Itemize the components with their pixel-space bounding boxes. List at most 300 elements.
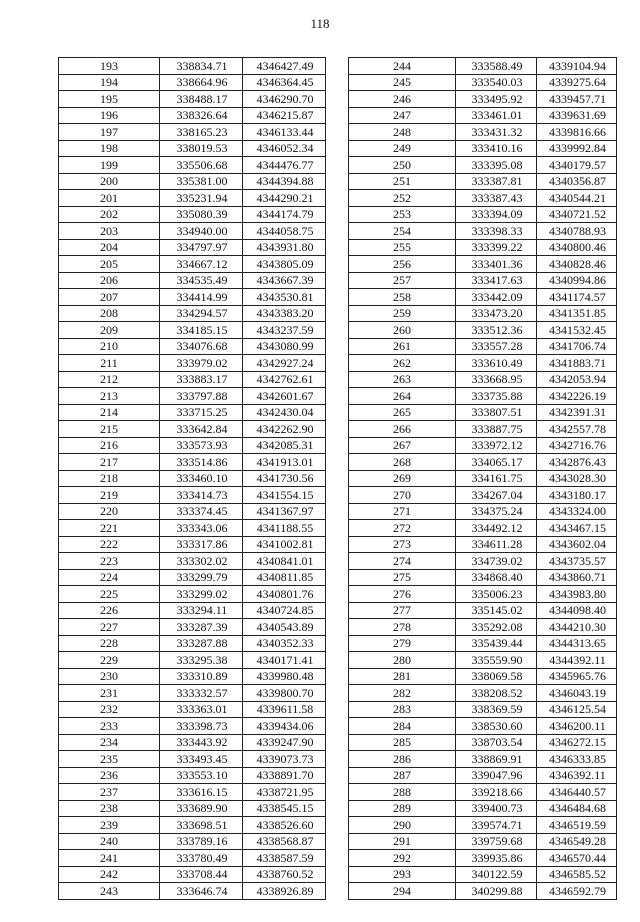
- point-number-cell: 287: [349, 767, 456, 784]
- table-row: [349, 850, 617, 867]
- point-number-cell: 248: [349, 124, 456, 141]
- point-number-cell: 271: [349, 503, 456, 520]
- point-number-cell: 208: [59, 305, 160, 322]
- x-coordinate-cell: 334535.49: [160, 272, 243, 289]
- y-coordinate-cell: 4342927.24: [243, 355, 326, 372]
- x-coordinate-cell: 335006.23: [456, 586, 537, 603]
- table-row: [349, 239, 617, 256]
- y-coordinate-cell: 4344392.11: [537, 652, 617, 669]
- x-coordinate-cell: 340122.59: [456, 866, 537, 883]
- point-number-cell: 197: [59, 124, 160, 141]
- table-row: [59, 569, 326, 586]
- x-coordinate-cell: 333394.09: [456, 206, 537, 223]
- point-number-cell: 260: [349, 322, 456, 339]
- point-number-cell: 294: [349, 883, 456, 900]
- y-coordinate-cell: 4338545.15: [243, 800, 326, 817]
- y-coordinate-cell: 4341367.97: [243, 503, 326, 520]
- point-number-cell: 243: [59, 883, 160, 900]
- point-number-cell: 265: [349, 404, 456, 421]
- table-row: [59, 91, 326, 108]
- table-row: [59, 74, 326, 91]
- table-row: [59, 767, 326, 784]
- table-row: [349, 652, 617, 669]
- point-number-cell: 239: [59, 817, 160, 834]
- table-row: [349, 91, 617, 108]
- point-number-cell: 289: [349, 800, 456, 817]
- x-coordinate-cell: 333343.06: [160, 520, 243, 537]
- point-number-cell: 245: [349, 74, 456, 91]
- table-row: [349, 784, 617, 801]
- y-coordinate-cell: 4341913.01: [243, 454, 326, 471]
- y-coordinate-cell: 4341730.56: [243, 470, 326, 487]
- x-coordinate-cell: 334868.40: [456, 569, 537, 586]
- point-number-cell: 281: [349, 668, 456, 685]
- table-row: [59, 157, 326, 174]
- point-number-cell: 250: [349, 157, 456, 174]
- table-row: [59, 206, 326, 223]
- y-coordinate-cell: 4346052.34: [243, 140, 326, 157]
- x-coordinate-cell: 334611.28: [456, 536, 537, 553]
- x-coordinate-cell: 339218.66: [456, 784, 537, 801]
- point-number-cell: 204: [59, 239, 160, 256]
- x-coordinate-cell: 334267.04: [456, 487, 537, 504]
- y-coordinate-cell: 4339434.06: [243, 718, 326, 735]
- y-coordinate-cell: 4342085.31: [243, 437, 326, 454]
- y-coordinate-cell: 4343530.81: [243, 289, 326, 306]
- x-coordinate-cell: 334294.57: [160, 305, 243, 322]
- y-coordinate-cell: 4340811.85: [243, 569, 326, 586]
- y-coordinate-cell: 4341002.81: [243, 536, 326, 553]
- y-coordinate-cell: 4341554.15: [243, 487, 326, 504]
- y-coordinate-cell: 4346200.11: [537, 718, 617, 735]
- point-number-cell: 286: [349, 751, 456, 768]
- y-coordinate-cell: 4346290.70: [243, 91, 326, 108]
- table-row: [59, 256, 326, 273]
- y-coordinate-cell: 4339073.73: [243, 751, 326, 768]
- y-coordinate-cell: 4339631.69: [537, 107, 617, 124]
- y-coordinate-cell: 4346125.54: [537, 701, 617, 718]
- y-coordinate-cell: 4344290.21: [243, 190, 326, 207]
- table-row: [59, 586, 326, 603]
- table-row: [59, 140, 326, 157]
- x-coordinate-cell: 333417.63: [456, 272, 537, 289]
- point-number-cell: 199: [59, 157, 160, 174]
- y-coordinate-cell: 4340800.46: [537, 239, 617, 256]
- point-number-cell: 195: [59, 91, 160, 108]
- y-coordinate-cell: 4346592.79: [537, 883, 617, 900]
- point-number-cell: 288: [349, 784, 456, 801]
- y-coordinate-cell: 4340179.57: [537, 157, 617, 174]
- x-coordinate-cell: 333410.16: [456, 140, 537, 157]
- table-row: [59, 668, 326, 685]
- y-coordinate-cell: 4338926.89: [243, 883, 326, 900]
- table-row: [349, 256, 617, 273]
- y-coordinate-cell: 4340994.86: [537, 272, 617, 289]
- table-body-right: [349, 58, 617, 900]
- y-coordinate-cell: 4340721.52: [537, 206, 617, 223]
- y-coordinate-cell: 4344058.75: [243, 223, 326, 240]
- table-row: [59, 322, 326, 339]
- point-number-cell: 258: [349, 289, 456, 306]
- x-coordinate-cell: 334161.75: [456, 470, 537, 487]
- point-number-cell: 292: [349, 850, 456, 867]
- x-coordinate-cell: 333287.88: [160, 635, 243, 652]
- table-row: [59, 652, 326, 669]
- point-number-cell: 230: [59, 668, 160, 685]
- table-row: [349, 503, 617, 520]
- y-coordinate-cell: 4344476.77: [243, 157, 326, 174]
- table-row: [349, 437, 617, 454]
- table-row: [349, 58, 617, 75]
- point-number-cell: 266: [349, 421, 456, 438]
- x-coordinate-cell: 333443.92: [160, 734, 243, 751]
- table-row: [349, 734, 617, 751]
- point-number-cell: 228: [59, 635, 160, 652]
- x-coordinate-cell: 333387.81: [456, 173, 537, 190]
- x-coordinate-cell: 333493.45: [160, 751, 243, 768]
- point-number-cell: 269: [349, 470, 456, 487]
- y-coordinate-cell: 4339104.94: [537, 58, 617, 75]
- x-coordinate-cell: 333646.74: [160, 883, 243, 900]
- table-row: [349, 305, 617, 322]
- table-row: [59, 470, 326, 487]
- table-row: [349, 289, 617, 306]
- y-coordinate-cell: 4341174.57: [537, 289, 617, 306]
- table-row: [59, 190, 326, 207]
- point-number-cell: 257: [349, 272, 456, 289]
- table-row: [59, 454, 326, 471]
- x-coordinate-cell: 334739.02: [456, 553, 537, 570]
- table-row: [59, 421, 326, 438]
- point-number-cell: 241: [59, 850, 160, 867]
- point-number-cell: 255: [349, 239, 456, 256]
- y-coordinate-cell: 4338760.52: [243, 866, 326, 883]
- table-row: [349, 173, 617, 190]
- table-row: [59, 487, 326, 504]
- y-coordinate-cell: 4346427.49: [243, 58, 326, 75]
- y-coordinate-cell: 4343805.09: [243, 256, 326, 273]
- table-row: [349, 883, 617, 900]
- table-row: [349, 569, 617, 586]
- table-row: [59, 503, 326, 520]
- y-coordinate-cell: 4342226.19: [537, 388, 617, 405]
- x-coordinate-cell: 333295.38: [160, 652, 243, 669]
- table-row: [59, 272, 326, 289]
- table-row: [349, 536, 617, 553]
- x-coordinate-cell: 333473.20: [456, 305, 537, 322]
- x-coordinate-cell: 333398.73: [160, 718, 243, 735]
- point-number-cell: 273: [349, 536, 456, 553]
- table-row: [349, 619, 617, 636]
- x-coordinate-cell: 333387.43: [456, 190, 537, 207]
- x-coordinate-cell: 334667.12: [160, 256, 243, 273]
- point-number-cell: 244: [349, 58, 456, 75]
- x-coordinate-cell: 340299.88: [456, 883, 537, 900]
- table-row: [59, 685, 326, 702]
- x-coordinate-cell: 333616.15: [160, 784, 243, 801]
- point-number-cell: 254: [349, 223, 456, 240]
- table-row: [349, 800, 617, 817]
- point-number-cell: 264: [349, 388, 456, 405]
- x-coordinate-cell: 334375.24: [456, 503, 537, 520]
- y-coordinate-cell: 4340356.87: [537, 173, 617, 190]
- x-coordinate-cell: 333610.49: [456, 355, 537, 372]
- point-number-cell: 211: [59, 355, 160, 372]
- y-coordinate-cell: 4343383.20: [243, 305, 326, 322]
- x-coordinate-cell: 333401.36: [456, 256, 537, 273]
- y-coordinate-cell: 4343667.39: [243, 272, 326, 289]
- table-row: [349, 718, 617, 735]
- table-row: [59, 817, 326, 834]
- point-number-cell: 234: [59, 734, 160, 751]
- y-coordinate-cell: 4339457.71: [537, 91, 617, 108]
- table-row: [349, 206, 617, 223]
- table-row: [59, 289, 326, 306]
- x-coordinate-cell: 334065.17: [456, 454, 537, 471]
- x-coordinate-cell: 335231.94: [160, 190, 243, 207]
- x-coordinate-cell: 333317.86: [160, 536, 243, 553]
- y-coordinate-cell: 4343860.71: [537, 569, 617, 586]
- table-row: [59, 602, 326, 619]
- point-number-cell: 212: [59, 371, 160, 388]
- x-coordinate-cell: 338664.96: [160, 74, 243, 91]
- y-coordinate-cell: 4340352.33: [243, 635, 326, 652]
- x-coordinate-cell: 333294.11: [160, 602, 243, 619]
- table-row: [59, 718, 326, 735]
- table-row: [349, 833, 617, 850]
- table-row: [59, 800, 326, 817]
- y-coordinate-cell: 4339611.58: [243, 701, 326, 718]
- y-coordinate-cell: 4341188.55: [243, 520, 326, 537]
- point-number-cell: 277: [349, 602, 456, 619]
- table-row: [59, 404, 326, 421]
- point-number-cell: 193: [59, 58, 160, 75]
- x-coordinate-cell: 333461.01: [456, 107, 537, 124]
- table-row: [59, 371, 326, 388]
- x-coordinate-cell: 333715.25: [160, 404, 243, 421]
- x-coordinate-cell: 333495.92: [456, 91, 537, 108]
- point-number-cell: 276: [349, 586, 456, 603]
- y-coordinate-cell: 4344098.40: [537, 602, 617, 619]
- point-number-cell: 283: [349, 701, 456, 718]
- y-coordinate-cell: 4343080.99: [243, 338, 326, 355]
- table-row: [349, 272, 617, 289]
- point-number-cell: 224: [59, 569, 160, 586]
- y-coordinate-cell: 4342557.78: [537, 421, 617, 438]
- table-row: [349, 866, 617, 883]
- x-coordinate-cell: 339574.71: [456, 817, 537, 834]
- table-row: [349, 404, 617, 421]
- x-coordinate-cell: 333512.36: [456, 322, 537, 339]
- point-number-cell: 203: [59, 223, 160, 240]
- y-coordinate-cell: 4342391.31: [537, 404, 617, 421]
- point-number-cell: 247: [349, 107, 456, 124]
- x-coordinate-cell: 334414.99: [160, 289, 243, 306]
- point-number-cell: 242: [59, 866, 160, 883]
- x-coordinate-cell: 333299.79: [160, 569, 243, 586]
- point-number-cell: 198: [59, 140, 160, 157]
- table-body-left: [59, 58, 326, 900]
- table-row: [59, 58, 326, 75]
- x-coordinate-cell: 333414.73: [160, 487, 243, 504]
- point-number-cell: 275: [349, 569, 456, 586]
- table-row: [59, 437, 326, 454]
- point-number-cell: 194: [59, 74, 160, 91]
- table-row: [349, 388, 617, 405]
- point-number-cell: 223: [59, 553, 160, 570]
- table-row: [59, 305, 326, 322]
- x-coordinate-cell: 338326.64: [160, 107, 243, 124]
- y-coordinate-cell: 4339980.48: [243, 668, 326, 685]
- table-row: [59, 107, 326, 124]
- table-row: [349, 322, 617, 339]
- y-coordinate-cell: 4346519.59: [537, 817, 617, 834]
- point-number-cell: 261: [349, 338, 456, 355]
- point-number-cell: 222: [59, 536, 160, 553]
- x-coordinate-cell: 334185.15: [160, 322, 243, 339]
- y-coordinate-cell: 4346392.11: [537, 767, 617, 784]
- y-coordinate-cell: 4338587.59: [243, 850, 326, 867]
- point-number-cell: 233: [59, 718, 160, 735]
- x-coordinate-cell: 333698.51: [160, 817, 243, 834]
- x-coordinate-cell: 333310.89: [160, 668, 243, 685]
- table-row: [59, 833, 326, 850]
- y-coordinate-cell: 4346333.85: [537, 751, 617, 768]
- table-row: [349, 817, 617, 834]
- point-number-cell: 214: [59, 404, 160, 421]
- y-coordinate-cell: 4343467.15: [537, 520, 617, 537]
- table-row: [59, 173, 326, 190]
- y-coordinate-cell: 4340841.01: [243, 553, 326, 570]
- x-coordinate-cell: 333399.22: [456, 239, 537, 256]
- table-row: [59, 734, 326, 751]
- table-row: [349, 421, 617, 438]
- x-coordinate-cell: 338019.53: [160, 140, 243, 157]
- x-coordinate-cell: 333588.49: [456, 58, 537, 75]
- x-coordinate-cell: 334076.68: [160, 338, 243, 355]
- point-number-cell: 256: [349, 256, 456, 273]
- point-number-cell: 220: [59, 503, 160, 520]
- x-coordinate-cell: 334492.12: [456, 520, 537, 537]
- y-coordinate-cell: 4346484.68: [537, 800, 617, 817]
- x-coordinate-cell: 333668.95: [456, 371, 537, 388]
- y-coordinate-cell: 4339800.70: [243, 685, 326, 702]
- y-coordinate-cell: 4346585.52: [537, 866, 617, 883]
- table-row: [59, 784, 326, 801]
- y-coordinate-cell: 4343602.04: [537, 536, 617, 553]
- y-coordinate-cell: 4342762.61: [243, 371, 326, 388]
- point-number-cell: 290: [349, 817, 456, 834]
- y-coordinate-cell: 4344210.30: [537, 619, 617, 636]
- y-coordinate-cell: 4343931.80: [243, 239, 326, 256]
- x-coordinate-cell: 333374.45: [160, 503, 243, 520]
- x-coordinate-cell: 338703.54: [456, 734, 537, 751]
- point-number-cell: 216: [59, 437, 160, 454]
- y-coordinate-cell: 4346440.57: [537, 784, 617, 801]
- x-coordinate-cell: 333735.88: [456, 388, 537, 405]
- y-coordinate-cell: 4344394.88: [243, 173, 326, 190]
- table-row: [349, 223, 617, 240]
- table-row: [349, 586, 617, 603]
- x-coordinate-cell: 333553.10: [160, 767, 243, 784]
- point-number-cell: 200: [59, 173, 160, 190]
- point-number-cell: 217: [59, 454, 160, 471]
- table-row: [59, 536, 326, 553]
- y-coordinate-cell: 4340544.21: [537, 190, 617, 207]
- point-number-cell: 196: [59, 107, 160, 124]
- table-row: [349, 190, 617, 207]
- x-coordinate-cell: 338530.60: [456, 718, 537, 735]
- table-row: [59, 635, 326, 652]
- point-number-cell: 249: [349, 140, 456, 157]
- table-row: [349, 520, 617, 537]
- x-coordinate-cell: 333642.84: [160, 421, 243, 438]
- x-coordinate-cell: 333780.49: [160, 850, 243, 867]
- point-number-cell: 207: [59, 289, 160, 306]
- y-coordinate-cell: 4340788.93: [537, 223, 617, 240]
- point-number-cell: 219: [59, 487, 160, 504]
- table-row: [349, 668, 617, 685]
- x-coordinate-cell: 333573.93: [160, 437, 243, 454]
- point-number-cell: 205: [59, 256, 160, 273]
- table-row: [59, 223, 326, 240]
- x-coordinate-cell: 333972.12: [456, 437, 537, 454]
- y-coordinate-cell: 4342876.43: [537, 454, 617, 471]
- x-coordinate-cell: 338488.17: [160, 91, 243, 108]
- x-coordinate-cell: 333287.39: [160, 619, 243, 636]
- x-coordinate-cell: 339047.96: [456, 767, 537, 784]
- x-coordinate-cell: 333979.02: [160, 355, 243, 372]
- y-coordinate-cell: 4339275.64: [537, 74, 617, 91]
- x-coordinate-cell: 333708.44: [160, 866, 243, 883]
- x-coordinate-cell: 333689.90: [160, 800, 243, 817]
- table-row: [59, 866, 326, 883]
- y-coordinate-cell: 4341883.71: [537, 355, 617, 372]
- point-number-cell: 285: [349, 734, 456, 751]
- x-coordinate-cell: 339935.86: [456, 850, 537, 867]
- point-number-cell: 221: [59, 520, 160, 537]
- table-row: [59, 124, 326, 141]
- coordinates-table-right: [348, 57, 617, 900]
- table-row: [59, 388, 326, 405]
- y-coordinate-cell: 4342430.04: [243, 404, 326, 421]
- y-coordinate-cell: 4342601.67: [243, 388, 326, 405]
- x-coordinate-cell: 335559.90: [456, 652, 537, 669]
- point-number-cell: 202: [59, 206, 160, 223]
- point-number-cell: 236: [59, 767, 160, 784]
- point-number-cell: 210: [59, 338, 160, 355]
- x-coordinate-cell: 335381.00: [160, 173, 243, 190]
- table-row: [349, 767, 617, 784]
- y-coordinate-cell: 4346549.28: [537, 833, 617, 850]
- table-row: [349, 107, 617, 124]
- y-coordinate-cell: 4342053.94: [537, 371, 617, 388]
- y-coordinate-cell: 4342262.90: [243, 421, 326, 438]
- x-coordinate-cell: 333789.16: [160, 833, 243, 850]
- x-coordinate-cell: 333514.86: [160, 454, 243, 471]
- point-number-cell: 246: [349, 91, 456, 108]
- point-number-cell: 209: [59, 322, 160, 339]
- y-coordinate-cell: 4339992.84: [537, 140, 617, 157]
- x-coordinate-cell: 333540.03: [456, 74, 537, 91]
- y-coordinate-cell: 4341351.85: [537, 305, 617, 322]
- y-coordinate-cell: 4340724.85: [243, 602, 326, 619]
- table-row: [59, 355, 326, 372]
- table-row: [349, 157, 617, 174]
- y-coordinate-cell: 4346364.45: [243, 74, 326, 91]
- y-coordinate-cell: 4340543.89: [243, 619, 326, 636]
- point-number-cell: 226: [59, 602, 160, 619]
